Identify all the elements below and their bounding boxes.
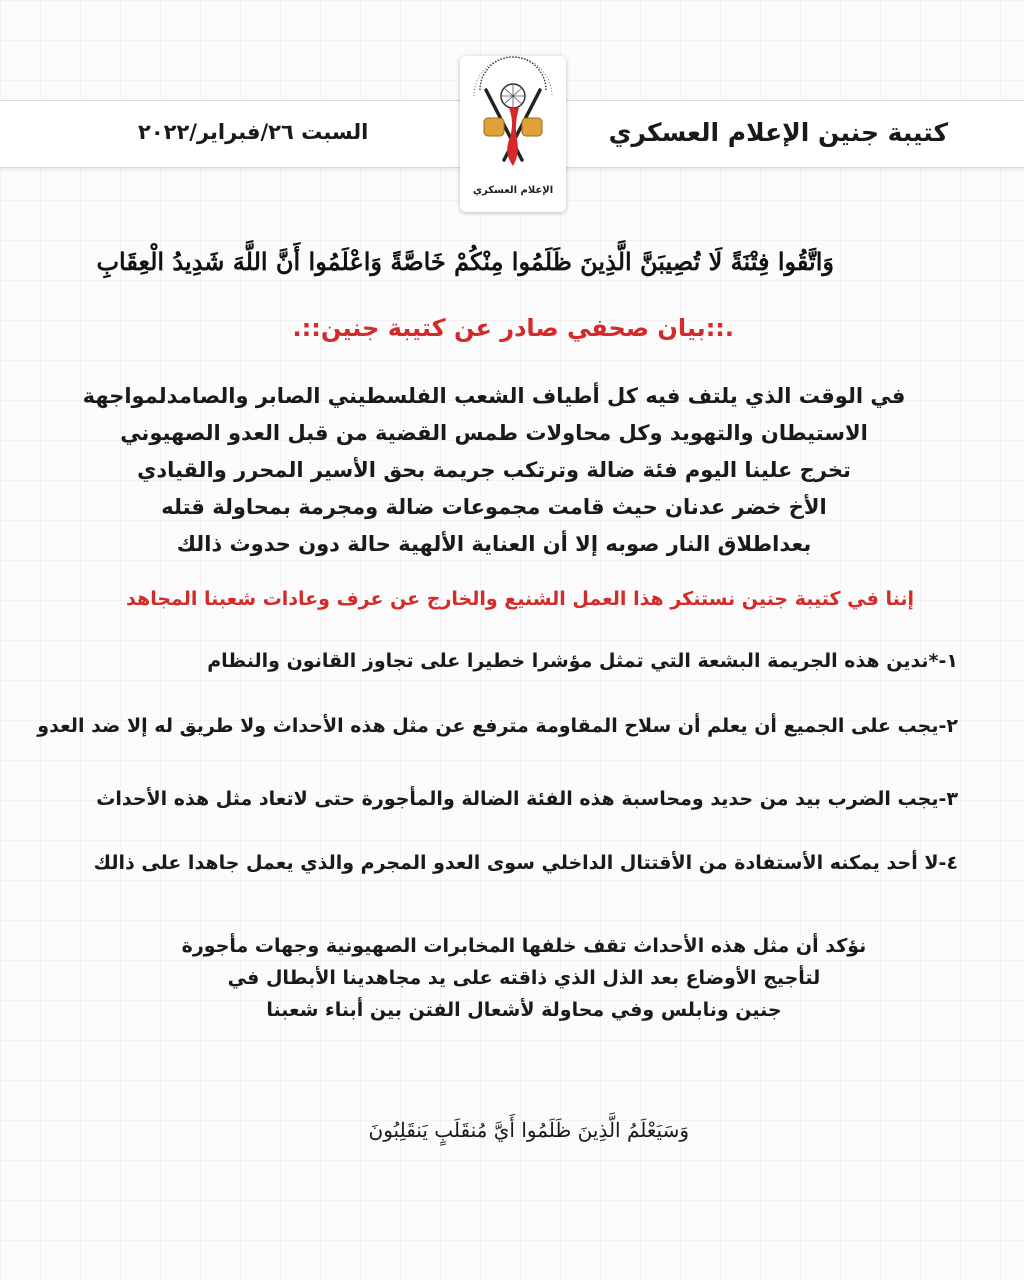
paragraph-line: في الوقت الذي يلتف فيه كل أطياف الشعب الفلسطيني الصابر والصامدلمواجهة — [82, 384, 906, 408]
closing-line: لتأجيج الأوضاع بعد الذل الذي ذاقته على يد مجاهدينا الأبطال في — [227, 967, 821, 989]
paragraph-line: بعداطلاق النار صوبه إلا أن العناية الألهية حالة دون حدوث ذالك — [176, 532, 812, 556]
point-item: ١-*ندين هذه الجريمة البشعة التي تمثل مؤشرا خطيرا على تجاوز القانون والنظام — [207, 650, 958, 672]
paragraph-line: الأخ خضر عدنان حيث قامت مجموعات ضالة ومجرمة بمحاولة قتله — [161, 495, 827, 519]
condemnation-line: إننا في كتيبة جنين نستنكر هذا العمل الشنيع والخارج عن عرف وعادات شعبنا المجاهد — [126, 588, 914, 610]
statement-paragraph — [44, 378, 944, 563]
final-verse: وَسَيَعْلَمُ الَّذِينَ ظَلَمُوا أَيَّ مُنقَلَبٍ يَنقَلِبُونَ — [368, 1118, 689, 1142]
point-item: ٤-لا أحد يمكنه الأستفادة من الأقتتال الداخلي سوى العدو المجرم والذي يعمل جاهدا على ذالك — [93, 852, 958, 874]
paragraph-line: الاستيطان والتهويد وكل محاولات طمس القضية من قبل العدو الصهيوني — [120, 421, 868, 445]
header-title: كتيبة جنين الإعلام العسكري — [608, 118, 948, 147]
closing-line: جنين ونابلس وفي محاولة لأشعال الفتن بين أبناء شعبنا — [266, 999, 782, 1021]
point-item: ٣-يجب الضرب بيد من حديد ومحاسبة هذه الفئة الضالة والمأجورة حتى لاتعاد مثل هذه الأحداث — [96, 788, 958, 810]
paragraph-line: تخرج علينا اليوم فئة ضالة وترتكب جريمة بحق الأسير المحرر والقيادي — [137, 458, 851, 482]
logo-card — [460, 56, 566, 212]
closing-paragraph — [134, 930, 914, 1026]
statement-heading: .::بيان صحفي صادر عن كتيبة جنين::. — [292, 314, 734, 342]
point-item: ٢-يجب على الجميع أن يعلم أن سلاح المقاومة مترفع عن مثل هذه الأحداث ولا طريق له إلا ضد العدو — [37, 715, 958, 737]
header-date: السبت ٢٦/فبراير/٢٠٢٢ — [138, 120, 369, 144]
logo-caption: الإعلام العسكري — [472, 185, 554, 196]
quran-verse: وَاتَّقُوا فِتْنَةً لَا تُصِيبَنَّ الَّذِينَ ظَلَمُوا مِنْكُمْ خَاصَّةً وَاعْلَمُوا أَنَّ اللَّهَ شَدِيدُ الْعِقَابِ — [96, 247, 834, 276]
closing-line: نؤكد أن مثل هذه الأحداث تقف خلفها المخابرات الصهيونية وجهات مأجورة — [181, 935, 867, 957]
